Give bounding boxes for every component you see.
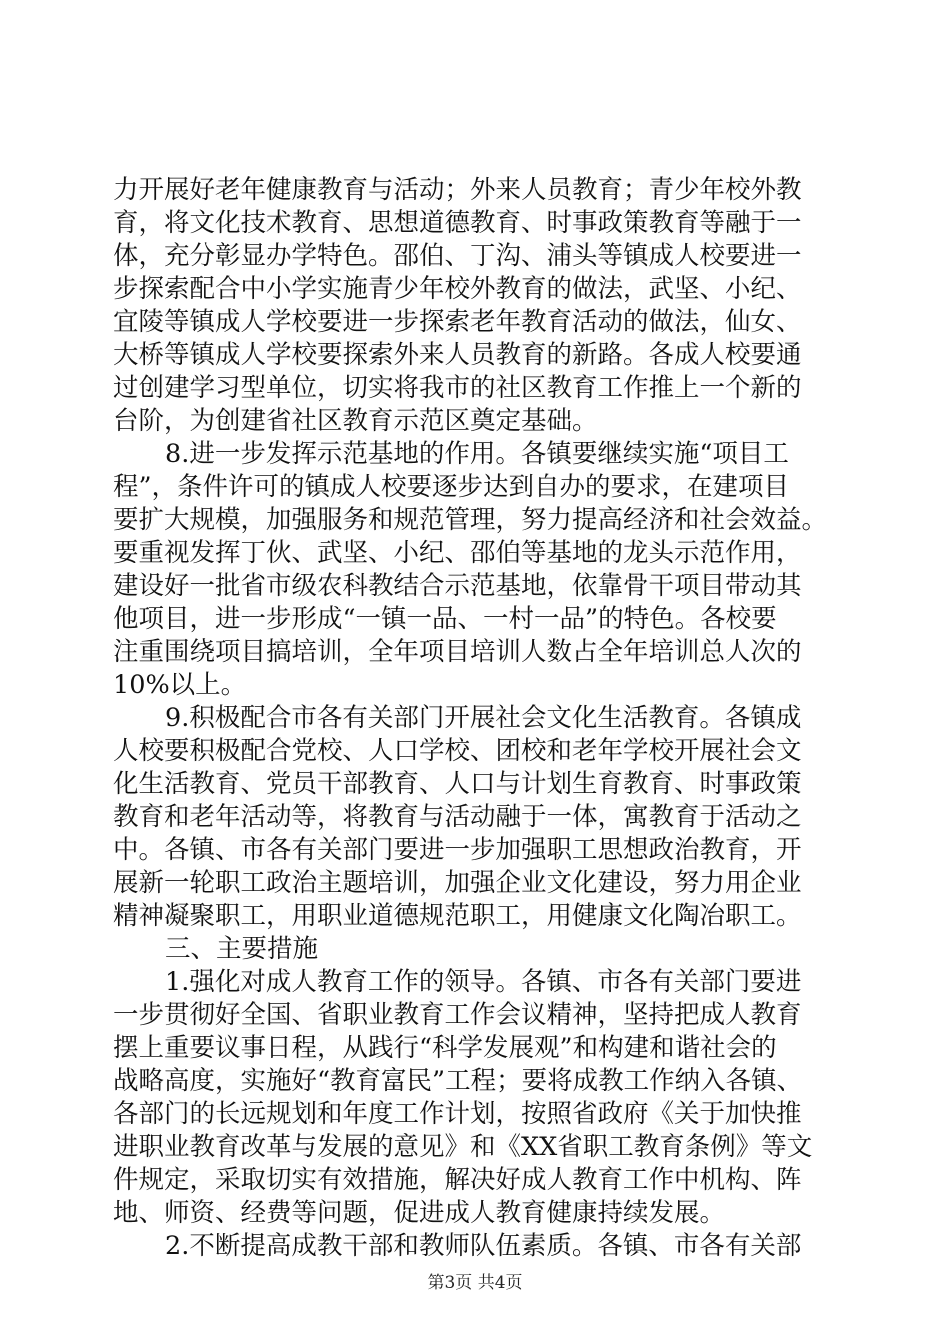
- page-footer: 第3页 共4页: [427, 1273, 523, 1293]
- text-line: 宜陵等镇成人学校要进一步探索老年教育活动的做法，仙女、: [113, 307, 802, 337]
- text-line: 三、主要措施: [165, 934, 319, 964]
- text-line: 1.强化对成人教育工作的领导。各镇、市各有关部门要进: [165, 967, 802, 997]
- text-line: 精神凝聚职工，用职业道德规范职工，用健康文化陶冶职工。: [113, 901, 802, 931]
- text-line: 一步贯彻好全国、省职业教育工作会议精神，坚持把成人教育: [113, 1000, 802, 1030]
- text-line: 地、师资、经费等问题，促进成人教育健康持续发展。: [113, 1198, 726, 1228]
- text-line: 教育和老年活动等，将教育与活动融于一体，寓教育于活动之: [113, 802, 802, 832]
- text-line: 8.进一步发挥示范基地的作用。各镇要继续实施“项目工: [165, 439, 789, 469]
- text-line: 10%以上。: [113, 670, 247, 700]
- text-line: 战略高度，实施好“教育富民”工程；要将成教工作纳入各镇、: [113, 1066, 803, 1096]
- text-line: 件规定，采取切实有效措施，解决好成人教育工作中机构、阵: [113, 1165, 802, 1195]
- text-line: 过创建学习型单位，切实将我市的社区教育工作推上一个新的: [113, 373, 802, 403]
- text-line: 化生活教育、党员干部教育、人口与计划生育教育、时事政策: [113, 769, 802, 799]
- text-line: 人校要积极配合党校、人口学校、团校和老年学校开展社会文: [113, 736, 802, 766]
- text-line: 要重视发挥丁伙、武坚、小纪、邵伯等基地的龙头示范作用，: [113, 538, 802, 568]
- text-line: 步探索配合中小学实施青少年校外教育的做法，武坚、小纪、: [113, 274, 802, 304]
- text-line: 建设好一批省市级农科教结合示范基地，依靠骨干项目带动其: [113, 571, 802, 601]
- document-body: [113, 174, 837, 1263]
- text-line: 中。各镇、市各有关部门要进一步加强职工思想政治教育，开: [113, 835, 802, 865]
- text-line: 他项目，进一步形成“一镇一品、一村一品”的特色。各校要: [113, 604, 777, 634]
- text-line: 进职业教育改革与发展的意见》和《XX省职工教育条例》等文: [113, 1132, 813, 1162]
- text-line: 9.积极配合市各有关部门开展社会文化生活教育。各镇成: [165, 703, 802, 733]
- text-line: 力开展好老年健康教育与活动；外来人员教育；青少年校外教: [113, 175, 802, 205]
- text-line: 各部门的长远规划和年度工作计划，按照省政府《关于加快推: [113, 1099, 802, 1129]
- text-line: 要扩大规模，加强服务和规范管理，努力提高经济和社会效益。: [113, 505, 828, 535]
- text-line: 台阶，为创建省社区教育示范区奠定基础。: [113, 406, 598, 436]
- text-line: 育，将文化技术教育、思想道德教育、时事政策教育等融于一: [113, 208, 802, 238]
- text-line: 摆上重要议事日程，从践行“科学发展观”和构建和谐社会的: [113, 1033, 777, 1063]
- text-line: 展新一轮职工政治主题培训，加强企业文化建设，努力用企业: [113, 868, 802, 898]
- text-line: 体，充分彰显办学特色。邵伯、丁沟、浦头等镇成人校要进一: [113, 241, 802, 271]
- text-line: 程”，条件许可的镇成人校要逐步达到自办的要求，在建项目: [113, 472, 790, 502]
- text-line: 注重围绕项目搞培训，全年项目培训人数占全年培训总人次的: [113, 637, 802, 667]
- text-line: 大桥等镇成人学校要探索外来人员教育的新路。各成人校要通: [113, 340, 802, 370]
- text-line: 2.不断提高成教干部和教师队伍素质。各镇、市各有关部: [165, 1231, 802, 1261]
